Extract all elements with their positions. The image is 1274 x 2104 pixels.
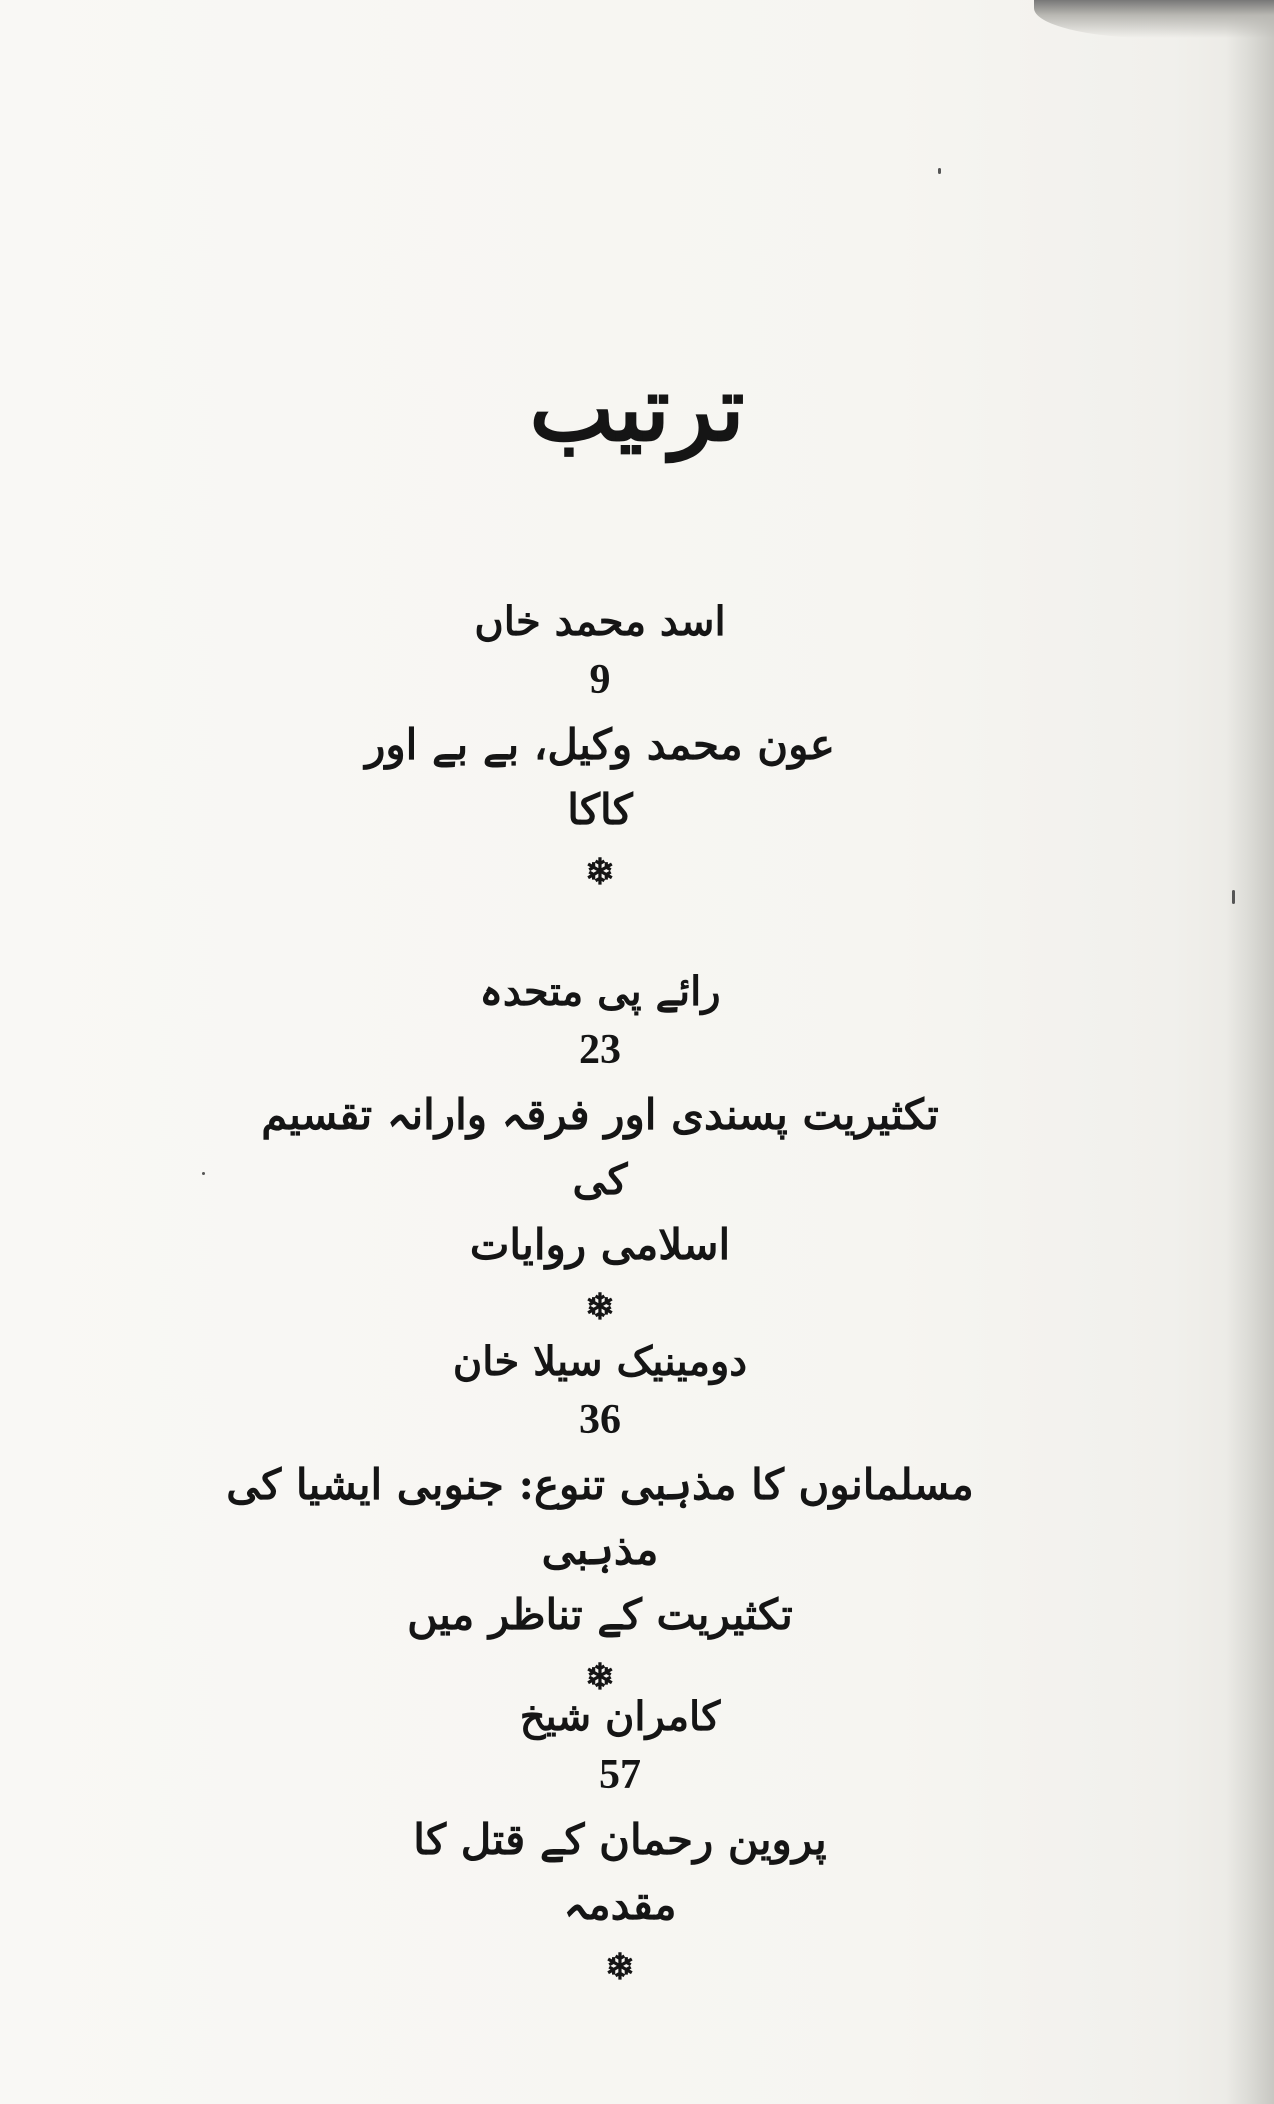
entry-article-title: پروین رحمان کے قتل کا مقدمہ — [413, 1815, 827, 1930]
toc-entry — [380, 1690, 860, 1998]
toc-entry — [250, 965, 950, 1338]
ink-speck — [1232, 890, 1235, 904]
entry-page-number: 9 — [589, 657, 611, 703]
entry-author: دومینیک سیلا خان — [452, 1338, 748, 1385]
entry-article-title-line-1: مسلمانوں کا مذہبی تنوع: جنوبی ایشیا کی مذہبی — [226, 1460, 974, 1575]
snowflake-ornament-icon: ❄ — [584, 1286, 616, 1329]
contents-title: ترتیب — [529, 356, 745, 462]
entry-article-title: عون محمد وکیل، بے بے اور کاکا — [365, 720, 835, 835]
entry-article-title-line-2: تکثیریت کے تناظر میں — [407, 1590, 793, 1640]
snowflake-ornament-icon: ❄ — [584, 1656, 616, 1699]
snowflake-ornament-icon: ❄ — [604, 1946, 636, 1989]
entry-article-title-line-2: اسلامی روایات — [469, 1220, 731, 1270]
ink-speck — [938, 168, 941, 174]
toc-entry — [200, 1335, 1000, 1708]
entry-page-number: 36 — [579, 1397, 621, 1443]
page-corner-shadow — [1034, 0, 1274, 38]
entry-author: کامران شیخ — [519, 1693, 721, 1740]
entry-article-title-line-1: تکثیریت پسندی اور فرقہ وارانہ تقسیم کی — [261, 1090, 939, 1205]
entry-author: اسد محمد خاں — [474, 598, 726, 645]
entry-author: رائے پی متحدہ — [479, 968, 721, 1015]
ink-speck — [202, 1172, 205, 1175]
page-edge-shadow — [1226, 0, 1274, 2104]
entry-page-number: 23 — [579, 1027, 621, 1073]
entry-page-number: 57 — [599, 1752, 641, 1798]
toc-entry — [350, 595, 850, 903]
snowflake-ornament-icon: ❄ — [584, 851, 616, 894]
